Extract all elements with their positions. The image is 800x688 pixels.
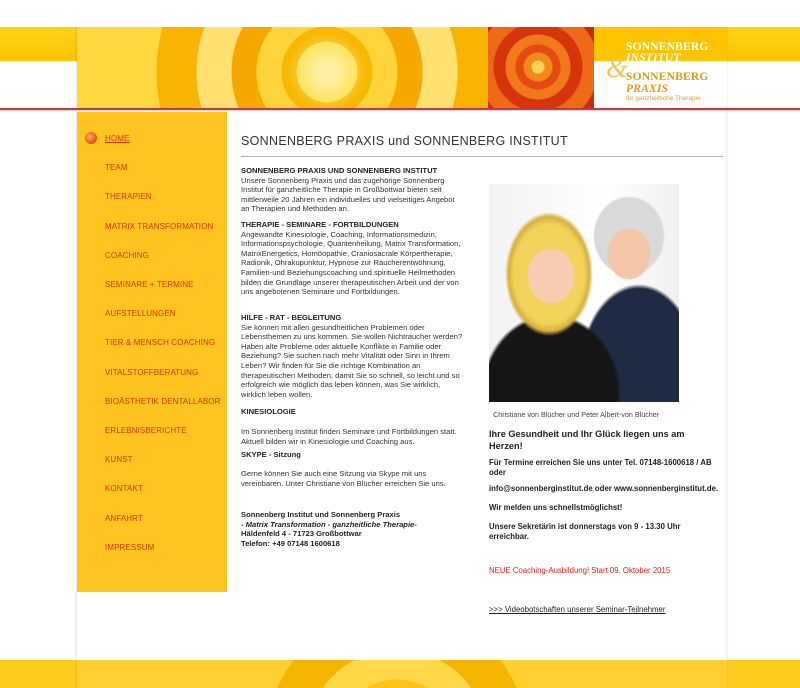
hilfe-heading: HILFE - RAT - BEGLEITUNG	[241, 313, 342, 322]
nav-impressum[interactable]: IMPRESSUM	[105, 543, 155, 552]
skype-heading: SKYPE - Sitzung	[241, 450, 301, 459]
title-divider	[241, 156, 723, 157]
hilfe-text: Sie können mit allen gesundheitlichen Problemen oder Lebensthemen zu uns kommen. Sie wollen Nichtraucher werden? Haben alte Probleme oder aktuelle Konflikte in Familie oder Beziehung? Sie suchen nach mehr Vitalität oder Sinn in Ihrem Leben? Wir finden für Sie die richtige Kombination an therapeutischen Methoden, damit Sie so schnell, so leicht und so erfolgreich wie möglich das leben können, was Sie wirklich, wirklich leben wollen.	[241, 322, 463, 399]
site-header	[77, 27, 727, 109]
address-line1: Sonnenberg Institut und Sonnenberg Praxis	[241, 510, 401, 519]
logo-text-praxis: PRAXIS	[626, 83, 669, 95]
footer-sun-art	[77, 660, 727, 688]
logo-ampersand: &	[606, 53, 628, 84]
nav-home[interactable]: HOME	[105, 134, 130, 143]
address-line2: - Matrix Transformation - ganzheitliche Therapie-	[241, 519, 417, 529]
page-shadow-right	[726, 27, 729, 688]
nav-kontakt[interactable]: KONTAKT	[105, 484, 143, 493]
address-line3: Häldenfeld 4 - 71723 Großbottwar	[241, 529, 362, 539]
logo-text-sonnenberg-1: SONNENBERG	[626, 41, 709, 53]
coaching-news-link[interactable]: NEUE Coaching-Ausbildung! Start 09. Oktober 2015	[489, 566, 671, 575]
nav-erlebnisberichte[interactable]: ERLEBNISBERICHTE	[105, 426, 187, 435]
sidebar-nav	[77, 112, 227, 592]
logo-tagline: für ganzheitliche Therapie	[626, 95, 701, 102]
team-photo	[489, 184, 679, 402]
kinesiologie-heading: KINESIOLOGIE	[241, 407, 296, 416]
site-logo[interactable]	[594, 27, 727, 109]
nav-bioaesthetik-dentallabor[interactable]: BIOÄSTHETIK DENTALLABOR	[105, 397, 221, 406]
nav-matrix-transformation[interactable]: MATRIX TRANSFORMATION	[105, 222, 214, 231]
intro-heading: SONNENBERG PRAXIS UND SONNENBERG INSTITUT	[241, 166, 438, 175]
active-bullet-icon	[85, 132, 97, 144]
melden-text: Wir melden uns schnellstmöglichst!	[489, 503, 623, 512]
nav-kunst[interactable]: KUNST	[105, 455, 133, 464]
logo-text-institut: INSTITUT	[626, 52, 681, 64]
page-title: SONNENBERG PRAXIS und SONNENBERG INSTITUT	[241, 134, 568, 148]
nav-team[interactable]: TEAM	[105, 163, 128, 172]
nav-tier-mensch-coaching[interactable]: TIER & MENSCH COACHING	[105, 338, 216, 347]
video-messages-link[interactable]: >>> Videobotschaften unserer Seminar-Teilnehmer	[489, 605, 666, 614]
nav-coaching[interactable]: COACHING	[105, 251, 149, 260]
nav-vitalstoffberatung[interactable]: VITALSTOFFBERATUNG	[105, 368, 199, 377]
header-sun-art	[77, 27, 488, 109]
nav-aufstellungen[interactable]: AUFSTELLUNGEN	[105, 309, 176, 318]
main-content	[227, 112, 726, 657]
therapie-heading: THERAPIE - SEMINARE - FORTBILDUNGEN	[241, 220, 399, 229]
therapie-text: Angewandte Kinesiologie, Coaching, Informationsmedizin, Informationspsychologie, Quantenheilung, Matrix Transformation, MatrixEnergetics, Homöopathie, Craniosacrale Körpertherapie, Radionik, Ohrakupunktur, Hypnose zur Raucherentwöhnung, Familien-und Beziehungscoaching und spirituelle Heilmethoden bilden die Grundlage unserer therapeutischen Arbeit und der von uns angebotenen Seminare und Fortbildungen.	[241, 229, 461, 297]
sekretaerin-text: Unsere Sekretärin ist donnerstags von 9 - 13.30 Uhr erreichbar.	[489, 522, 681, 541]
intro-text: Unsere Sonnenberg Praxis und das zugehörige Sonnenberg Institut für ganzheitliche Therapie in Großbottwar bieten seit mittlerweile 20 Jahren ein individuelles und vielseitiges Angebot an Therapien und Methoden an.	[241, 175, 455, 214]
termine-text: Für Termine erreichen Sie uns unter Tel. 07148-1600618 / AB	[489, 458, 712, 467]
header-swirl-art	[488, 27, 594, 109]
address-line4: Telefon: +49 07148 1600618	[241, 538, 340, 548]
slogan: Ihre Gesundheit und Ihr Glück liegen uns am Herzen!	[489, 429, 685, 451]
header-divider-light	[0, 110, 800, 111]
nav-anfahrt[interactable]: ANFAHRT	[105, 514, 143, 523]
oder-text: oder	[489, 468, 506, 477]
skype-text: Gerne können Sie auch eine Sitzung via Skype mit uns vereinbaren. Unter Christiane von Blücher erreichen Sie uns.	[241, 469, 446, 488]
photo-caption: Christiane von Blücher und Peter Albert-von Blücher	[493, 410, 660, 419]
email-website-text[interactable]: info@sonnenberginstitut.de oder www.sonnenberginstitut.de.	[489, 484, 719, 493]
nav-seminare-termine[interactable]: SEMINARE + TERMINE	[105, 280, 194, 289]
kinesiologie-text: Im Sonnenberg Institut finden Seminare und Fortbildungen statt. Aktuell bilden wir in Kinesiologie und Coaching aus.	[241, 427, 457, 446]
nav-therapien[interactable]: THERAPIEN	[105, 192, 152, 201]
logo-text-sonnenberg-2: SONNENBERG	[626, 71, 709, 83]
